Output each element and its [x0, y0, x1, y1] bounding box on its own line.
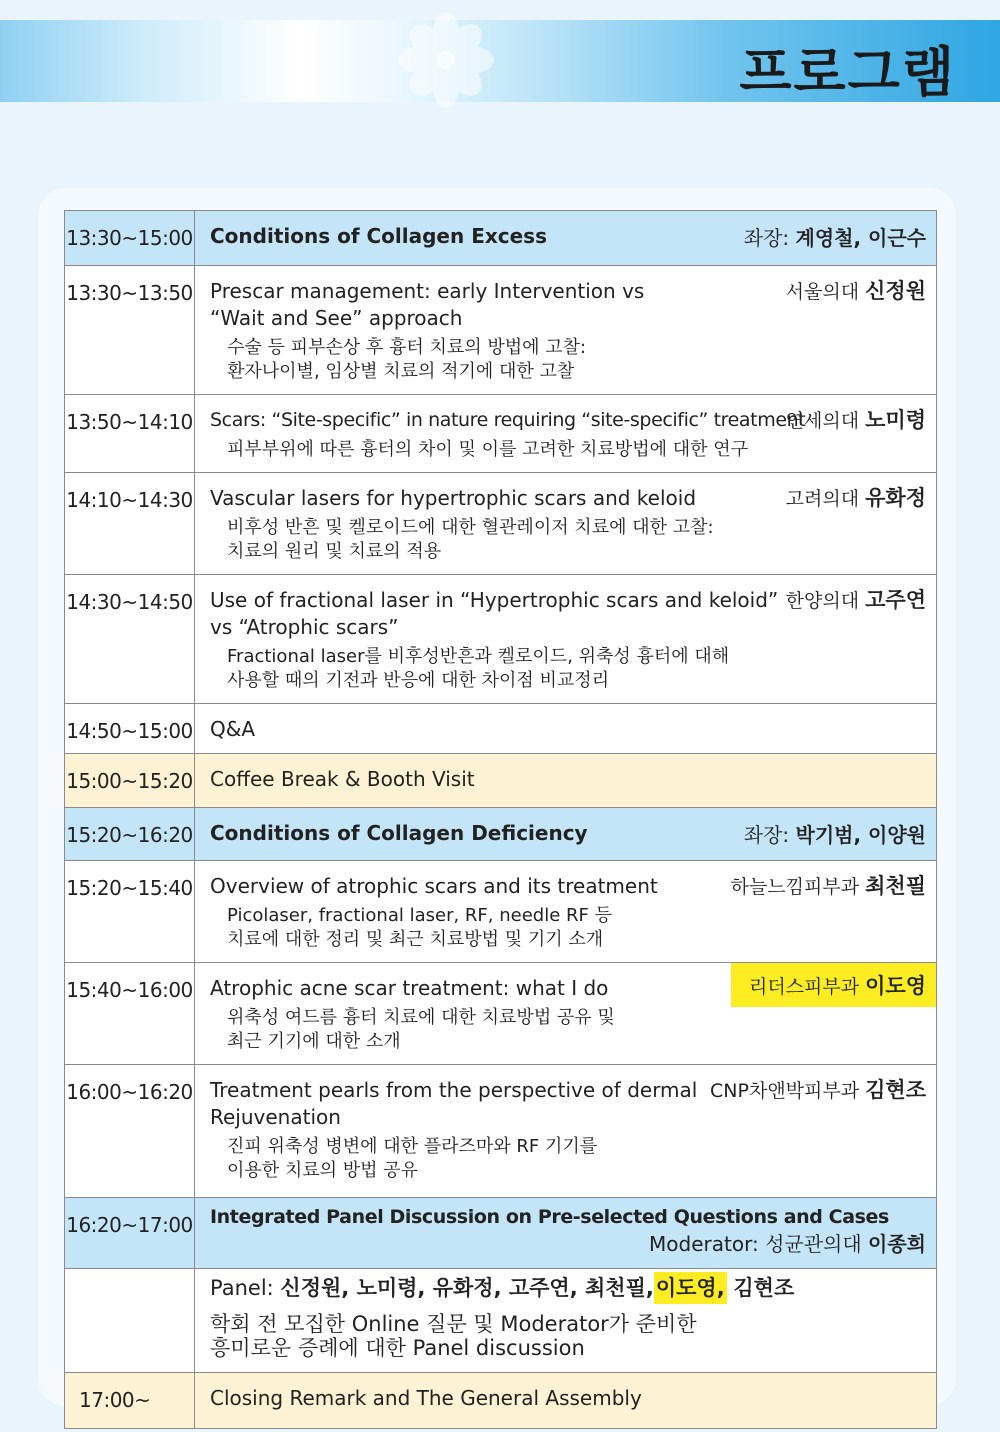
speaker: [786, 587, 926, 615]
moderator: [210, 1231, 926, 1258]
talk-row: [65, 266, 937, 395]
chair-label: 좌장:: [743, 823, 790, 847]
content-cell: [195, 754, 937, 808]
speaker-name: 유화정: [865, 486, 926, 510]
speaker: [786, 278, 926, 306]
talk-row: [65, 1065, 937, 1198]
session-title: Conditions of Collagen Excess: [210, 224, 547, 248]
time-cell: 14:50~15:00: [65, 704, 195, 754]
closing-title: Closing Remark and The General Assembly: [210, 1386, 642, 1410]
time-cell: 15:20~15:40: [65, 861, 195, 963]
content-cell: [195, 1373, 937, 1429]
panel-names: 신정원, 노미령, 유화정, 고주연, 최천필,: [280, 1276, 654, 1300]
time-cell: 15:40~16:00: [65, 963, 195, 1065]
session-header-row: [65, 1198, 937, 1269]
time-cell: 16:20~17:00: [65, 1198, 195, 1269]
content-cell: [195, 1198, 937, 1269]
speaker: [731, 873, 926, 901]
speaker: [786, 407, 926, 435]
speaker-name: 신정원: [865, 279, 926, 303]
time-cell: [65, 1269, 195, 1373]
panel-row: [65, 1269, 937, 1373]
speaker-name: 이도영: [865, 974, 926, 998]
talk-title: Scars: “Site-specific” in nature requiring “site-specific” treatment: [210, 409, 806, 431]
speaker-affiliation: 하늘느낌피부과: [730, 876, 860, 898]
content-cell: [195, 808, 937, 861]
content-cell: [195, 963, 937, 1065]
session-title: Integrated Panel Discussion on Pre-selected Questions and Cases: [210, 1206, 889, 1228]
talk-title: Treatment pearls from the perspective of dermal Rejuvenation: [210, 1078, 698, 1129]
time-cell: 15:20~16:20: [65, 808, 195, 861]
talk-description: 비후성 반흔 및 켈로이드에 대한 혈관레이저 치료에 대한 고찰: 치료의 원리 및 치료의 적용: [227, 517, 714, 562]
talk-description: 피부부위에 따른 흉터의 차이 및 이를 고려한 치료방법에 대한 연구: [227, 439, 748, 460]
speaker-name: 김현조: [865, 1078, 926, 1102]
speaker-affiliation: 연세의대: [785, 410, 860, 432]
time-cell: 13:50~14:10: [65, 395, 195, 473]
talk-title: Use of fractional laser in “Hypertrophic scars and keloid” vs “Atrophic scars”: [210, 588, 779, 639]
speaker-affiliation: 고려의대: [785, 488, 860, 510]
content-cell: [195, 395, 937, 473]
talk-description: Picolaser, fractional laser, RF, needle RF 등 치료에 대한 정리 및 최근 치료방법 및 기기 소개: [227, 905, 612, 950]
time-cell: 14:30~14:50: [65, 575, 195, 704]
chair: [744, 822, 926, 849]
speaker-highlighted: [731, 963, 936, 1007]
speaker: [786, 485, 926, 513]
break-title: Coffee Break & Booth Visit: [210, 767, 475, 791]
closing-row: [65, 1373, 937, 1429]
speaker: [710, 1077, 926, 1105]
session-title: Conditions of Collagen Deficiency: [210, 821, 588, 845]
speaker-affiliation: CNP차앤박피부과: [710, 1080, 860, 1102]
speaker-affiliation: 한양의대: [785, 590, 860, 612]
moderator-name: 이종희: [868, 1232, 926, 1256]
content-cell: [195, 473, 937, 575]
panel-name-highlighted: 이도영,: [654, 1272, 727, 1304]
talk-description: 진피 위축성 병변에 대한 플라즈마와 RF 기기를 이용한 치료의 방법 공유: [227, 1136, 598, 1181]
header-banner: [0, 20, 1000, 102]
chair-names: 계영철, 이근수: [795, 226, 926, 250]
talk-description: 위축성 여드름 흉터 치료에 대한 치료방법 공유 및 최근 기기에 대한 소개: [227, 1007, 615, 1052]
time-cell: 15:00~15:20: [65, 754, 195, 808]
time-cell: 16:00~16:20: [65, 1065, 195, 1198]
chair: [744, 225, 926, 252]
panel-names: 김현조: [733, 1276, 795, 1300]
session-header-row: [65, 211, 937, 266]
content-cell: [195, 1269, 937, 1373]
time-cell: 17:00~: [65, 1373, 195, 1429]
content-cell: [195, 575, 937, 704]
speaker-name: 노미령: [865, 408, 926, 432]
talk-title: Prescar management: early Intervention vs “Wait and See” approach: [210, 279, 645, 330]
content-cell: [195, 211, 937, 266]
speaker-affiliation: 리더스피부과: [748, 976, 860, 998]
program-table: [64, 210, 937, 1429]
content-cell: [195, 704, 937, 754]
content-cell: [195, 266, 937, 395]
talk-row: [65, 395, 937, 473]
time-cell: 14:10~14:30: [65, 473, 195, 575]
talk-description: 수술 등 피부손상 후 흉터 치료의 방법에 고찰: 환자나이별, 임상별 치료의 적기에 대한 고찰: [227, 337, 587, 382]
chair-names: 박기범, 이양원: [795, 823, 926, 847]
speaker-name: 최천필: [865, 874, 926, 898]
flower-icon: [398, 12, 494, 108]
talk-row: [65, 575, 937, 704]
panel-description: 학회 전 모집한 Online 질문 및 Moderator가 준비한 흥미로운 증례에 대한 Panel discussion: [210, 1312, 697, 1360]
talk-row: [65, 473, 937, 575]
qa-title: Q&A: [210, 717, 256, 741]
moderator-label: Moderator: 성균관의대: [649, 1232, 862, 1256]
speaker-name: 고주연: [865, 588, 926, 612]
panel-members: [210, 1275, 926, 1302]
talk-row: [65, 861, 937, 963]
page-title: 프로그램: [739, 41, 956, 104]
talk-title: Atrophic acne scar treatment: what I do: [210, 976, 609, 1000]
chair-label: 좌장:: [743, 226, 790, 250]
time-cell: 13:30~15:00: [65, 211, 195, 266]
talk-row: [65, 963, 937, 1065]
break-row: [65, 754, 937, 808]
panel-label: Panel:: [210, 1276, 274, 1300]
talk-description: Fractional laser를 비후성반흔과 켈로이드, 위축성 흉터에 대해 사용할 때의 기전과 반응에 대한 차이점 비교정리: [227, 646, 730, 691]
speaker-affiliation: 서울의대: [785, 281, 860, 303]
talk-title: Overview of atrophic scars and its treatment: [210, 874, 658, 898]
content-cell: [195, 861, 937, 963]
content-cell: [195, 1065, 937, 1198]
session-header-row: [65, 808, 937, 861]
qa-row: [65, 704, 937, 754]
talk-title: Vascular lasers for hypertrophic scars and keloid: [210, 486, 697, 510]
time-cell: 13:30~13:50: [65, 266, 195, 395]
